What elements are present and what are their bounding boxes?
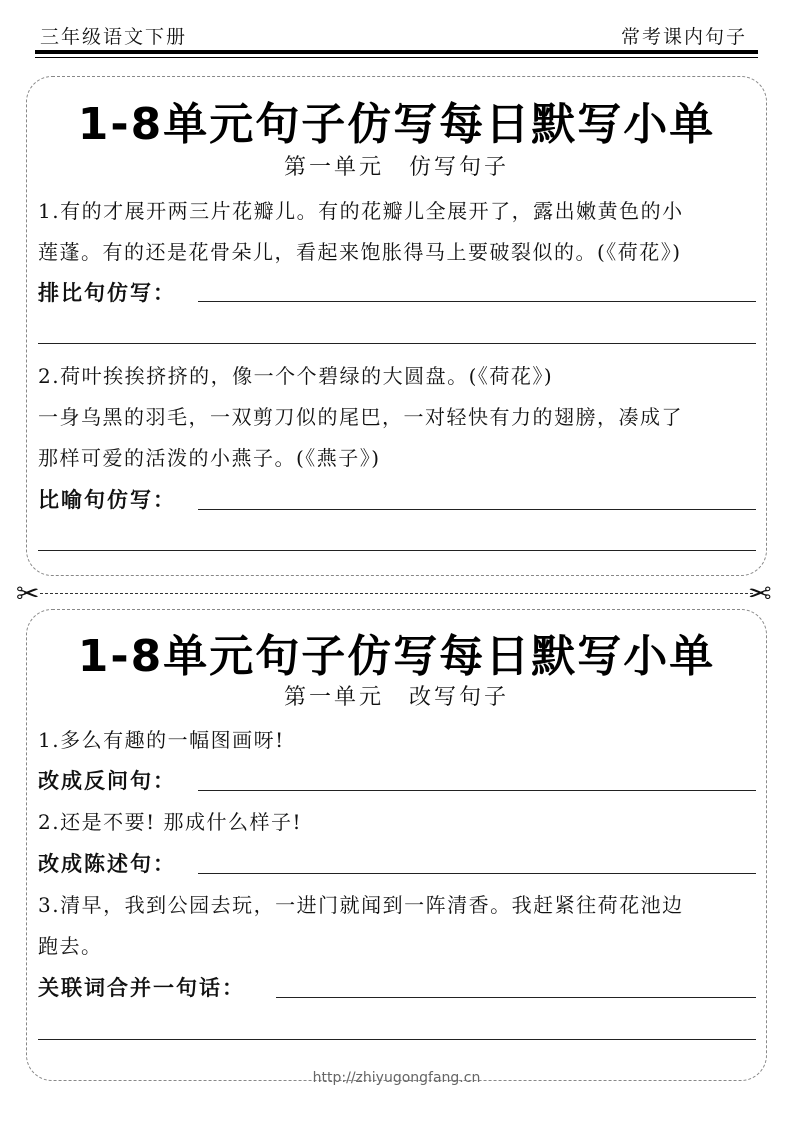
scissors-icon: ✂: [748, 577, 772, 610]
section1-subtitle: 第一单元 仿写句子: [283, 155, 509, 180]
section2-q1-text: 1.多么有趣的一幅图画呀!: [38, 728, 285, 752]
answer-line[interactable]: [38, 1039, 756, 1040]
answer-line[interactable]: [198, 873, 756, 874]
section2-q1-label: 改成反问句：: [38, 769, 176, 793]
header-rule-thick: [35, 50, 758, 54]
section1-q1-line1: 1.有的才展开两三片花瓣儿。有的花瓣儿全展开了，露出嫩黄色的小: [38, 199, 684, 223]
section1-q2-line1: 2.荷叶挨挨挤挤的，像一个个碧绿的大圆盘。(《荷花》): [38, 364, 554, 388]
section2-q3-label: 关联词合并一句话：: [38, 976, 245, 1000]
section2-title: 1-8单元句子仿写每日默写小单: [77, 631, 716, 682]
cut-line: [40, 593, 753, 594]
answer-line[interactable]: [276, 997, 756, 998]
footer-url: http://zhiyugongfang.cn: [312, 1070, 481, 1086]
section2-q2-label: 改成陈述句：: [38, 852, 176, 876]
section1-q2-line2: 一身乌黑的羽毛，一双剪刀似的尾巴，一对轻快有力的翅膀，凑成了: [38, 405, 683, 429]
section1-q1-line2: 莲蓬。有的还是花骨朵儿，看起来饱胀得马上要破裂似的。(《荷花》): [38, 240, 682, 264]
answer-line[interactable]: [38, 550, 756, 551]
section1-q2-label: 比喻句仿写：: [38, 488, 176, 512]
answer-line[interactable]: [198, 509, 756, 510]
answer-line[interactable]: [38, 343, 756, 344]
header-left-text: 三年级语文下册: [40, 26, 188, 48]
header-right-text: 常考课内句子: [620, 26, 747, 48]
section2-subtitle: 第一单元 改写句子: [283, 685, 509, 710]
section2-q2-text: 2.还是不要! 那成什么样子!: [38, 810, 303, 834]
header-rule-thin: [35, 57, 758, 58]
section2-q3-line2: 跑去。: [38, 934, 103, 958]
answer-line[interactable]: [198, 790, 756, 791]
answer-line[interactable]: [198, 301, 756, 302]
section1-q2-line3: 那样可爱的活泼的小燕子。(《燕子》): [38, 446, 381, 470]
section1-title: 1-8单元句子仿写每日默写小单: [77, 99, 716, 150]
section1-q1-label: 排比句仿写：: [38, 281, 176, 305]
scissors-icon: ✂: [16, 577, 40, 610]
section2-q3-line1: 3.清早，我到公园去玩，一进门就闻到一阵清香。我赶紧往荷花池边: [38, 893, 684, 917]
